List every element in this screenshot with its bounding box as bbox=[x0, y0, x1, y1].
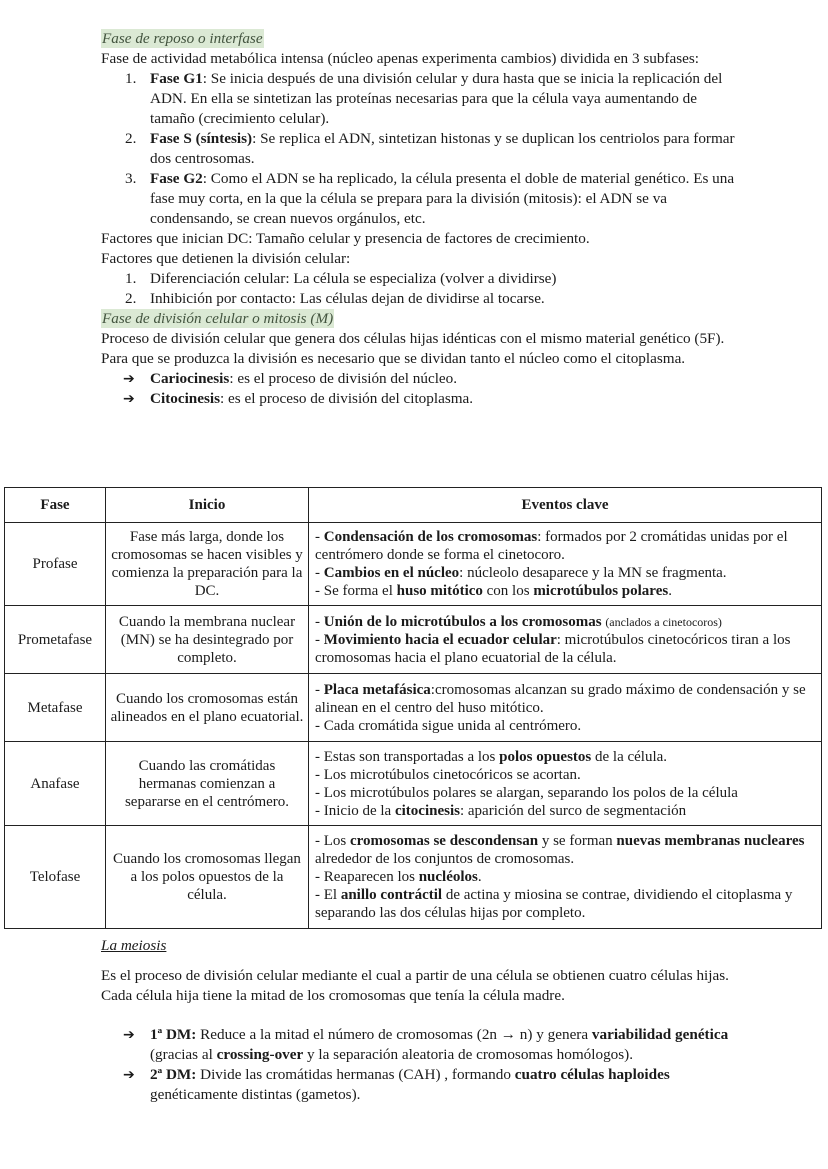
cell-fase: Metafase bbox=[5, 674, 106, 742]
factores-detienen-list bbox=[101, 269, 741, 309]
meiosis-heading: La meiosis bbox=[101, 937, 167, 954]
column-header-fase: Fase bbox=[5, 488, 106, 523]
subfases-list bbox=[101, 69, 741, 229]
arrow-right-icon: ➔ bbox=[123, 1067, 135, 1083]
table-row-telofase bbox=[5, 826, 822, 929]
table-row-profase bbox=[5, 523, 822, 606]
cell-inicio: Cuando la membrana nuclear (MN) se ha desintegrado por completo. bbox=[106, 606, 309, 674]
list-item-citocinesis: ➔ Citocinesis: es el proceso de división del citoplasma. bbox=[123, 390, 474, 407]
list-item-1a-dm: ➔ 1ª DM: Reduce a la mitad el número de cromosomas (2n → n) y genera variabilidad genética (gracias al crossing-over y la separación aleatoria de cromosomas homólogos). bbox=[123, 1026, 729, 1063]
cell-eventos: - Unión de lo microtúbulos a los cromosomas (anclados a cinetocoros) - Movimiento hacia el ecuador celular: microtúbulos cinetocóricos tiran a los cromosomas hacia el plano ecuatorial de la célula. bbox=[309, 606, 822, 674]
table-row-prometafase bbox=[5, 606, 822, 674]
meiosis-bullets bbox=[101, 1025, 741, 1105]
cell-fase: Anafase bbox=[5, 742, 106, 826]
mitosis-para: Para que se produzca la división es necesario que se dividan tanto el núcleo como el citoplasma. bbox=[101, 350, 686, 367]
cell-inicio: Cuando las cromátidas hermanas comienzan a separarse en el centrómero. bbox=[106, 742, 309, 826]
meiosis-intro: Es el proceso de división celular mediante el cual a partir de una célula se obtienen cuatro células hijas. Cada célula hija tiene la mitad de los cromosomas que tenía la célula madre. bbox=[101, 967, 729, 1004]
interfase-heading: Fase de reposo o interfase bbox=[102, 30, 263, 47]
mitosis-intro: Proceso de división celular que genera dos células hijas idénticas con el mismo material genético (5F). bbox=[101, 330, 725, 347]
cell-eventos: - Los cromosomas se descondensan y se forman nuevas membranas nucleares alrededor de los conjuntos de cromosomas. - Reaparecen los nucléolos. - El anillo contráctil de actina y miosina se contrae, dividiendo el citoplasma y separando las dos células hijas por completo. bbox=[309, 826, 822, 929]
table-header-row bbox=[5, 488, 822, 523]
meiosis-section bbox=[101, 936, 741, 1105]
cell-eventos: - Estas son transportadas a los polos opuestos de la célula. - Los microtúbulos cinetocóricos se acortan. - Los microtúbulos polares se alargan, separando los polos de la célula - Inicio de la citocinesis: aparición del surco de segmentación bbox=[309, 742, 822, 826]
list-item-cariocinesis: ➔ Cariocinesis: es el proceso de división del núcleo. bbox=[123, 370, 458, 387]
list-item-s: 2. Fase S (síntesis): Se replica el ADN, sintetizan histonas y se duplican los centriolos para formar dos centrosomas. bbox=[125, 130, 735, 167]
factores-inician: Factores que inician DC: Tamaño celular y presencia de factores de crecimiento. bbox=[101, 230, 590, 247]
column-header-inicio: Inicio bbox=[106, 488, 309, 523]
interfase-intro: Fase de actividad metabólica intensa (núcleo apenas experimenta cambios) dividida en 3 subfases: bbox=[101, 50, 700, 67]
arrow-right-icon: ➔ bbox=[123, 1027, 135, 1043]
mitosis-phases-table bbox=[4, 487, 822, 929]
list-item: 1. Diferenciación celular: La célula se especializa (volver a dividirse) bbox=[125, 270, 557, 287]
mitosis-heading: Fase de división celular o mitosis (M) bbox=[102, 310, 334, 327]
cell-fase: Prometafase bbox=[5, 606, 106, 674]
cell-inicio: Fase más larga, donde los cromosomas se hacen visibles y comienza la preparación para la DC. bbox=[106, 523, 309, 606]
mitosis-bullets bbox=[101, 369, 741, 409]
column-header-eventos: Eventos clave bbox=[309, 488, 822, 523]
list-item-g1: 1. Fase G1: Se inicia después de una división celular y dura hasta que se inicia la replicación del ADN. En ella se sintetizan las proteínas necesarias para que la célula vaya aumentando de tamaño (crecimiento celular). bbox=[125, 70, 723, 127]
arrow-right-icon: ➔ bbox=[123, 391, 135, 407]
list-item: 2. Inhibición por contacto: Las células dejan de dividirse al tocarse. bbox=[125, 290, 545, 307]
cell-inicio: Cuando los cromosomas llegan a los polos opuestos de la célula. bbox=[106, 826, 309, 929]
table-row-anafase bbox=[5, 742, 822, 826]
cell-eventos: - Condensación de los cromosomas: formados por 2 cromátidas unidas por el centrómero donde se forma el cinetocoro. - Cambios en el núcleo: núcleolo desaparece y la MN se fragmenta. - Se forma el huso mitótico con los microtúbulos polares. bbox=[309, 523, 822, 606]
factores-detienen-title: Factores que detienen la división celular: bbox=[101, 250, 351, 267]
interfase-section bbox=[101, 29, 741, 409]
cell-eventos: - Placa metafásica:cromosomas alcanzan su grado máximo de condensación y se alinean en el centro del huso mitótico. - Cada cromátida sigue unida al centrómero. bbox=[309, 674, 822, 742]
list-item-g2: 3. Fase G2: Como el ADN se ha replicado, la célula presenta el doble de material genético. Es una fase muy corta, en la que la célula se prepara para la división (mitosis): el ADN se va condensando, se crean nuevos orgánulos, etc. bbox=[125, 170, 735, 227]
table-row-metafase bbox=[5, 674, 822, 742]
list-item-2a-dm: ➔ 2ª DM: Divide las cromátidas hermanas (CAH) , formando cuatro células haploides genéticamente distintas (gametos). bbox=[123, 1066, 670, 1103]
cell-fase: Telofase bbox=[5, 826, 106, 929]
arrow-right-icon: ➔ bbox=[123, 371, 135, 387]
cell-inicio: Cuando los cromosomas están alineados en el plano ecuatorial. bbox=[106, 674, 309, 742]
cell-fase: Profase bbox=[5, 523, 106, 606]
